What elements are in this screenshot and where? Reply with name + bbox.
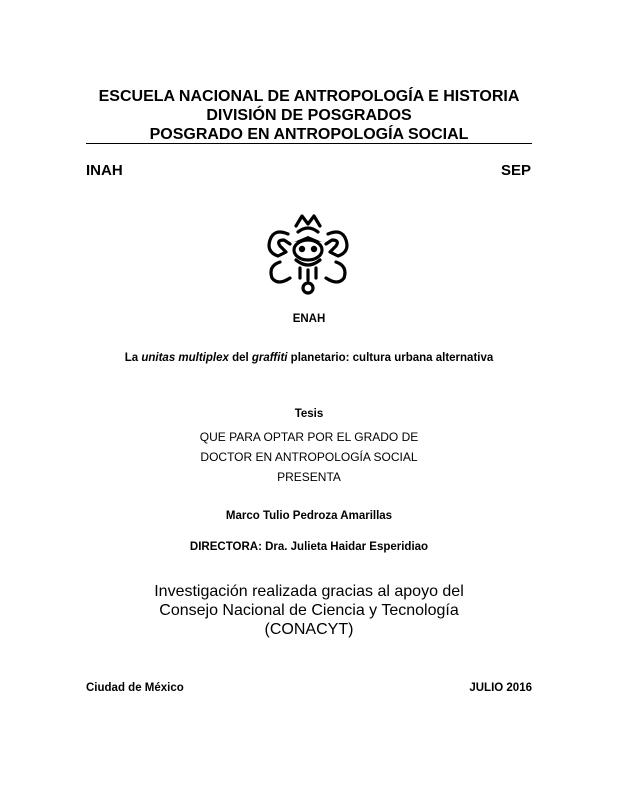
program-name: POSGRADO EN ANTROPOLOGÍA SOCIAL (149, 126, 469, 143)
title-emphasis: unitas multiplex (141, 352, 229, 364)
sep-label: SEP (500, 162, 531, 179)
thesis-presents-line: PRESENTA (277, 470, 341, 484)
title-emphasis: graffiti (251, 352, 288, 364)
inah-label: INAH (86, 162, 123, 179)
division-name: DIVISIÓN DE POSGRADOS (206, 107, 412, 124)
title-part: La (124, 352, 142, 364)
thesis-degree-line: DOCTOR EN ANTROPOLOGÍA SOCIAL (200, 450, 418, 464)
institution-name: ESCUELA NACIONAL DE ANTROPOLOGÍA E HISTORIA (98, 88, 520, 105)
enah-glyph-logo-icon (258, 212, 358, 296)
author-name: Marco Tulio Pedroza Amarillas (225, 510, 393, 522)
header-divider (86, 143, 532, 144)
director-name: DIRECTORA: Dra. Julieta Haidar Esperidiao (189, 541, 429, 553)
logo-caption: ENAH (292, 313, 326, 325)
thesis-purpose-line: QUE PARA OPTAR POR EL GRADO DE (199, 430, 419, 444)
footer-date: JULIO 2016 (469, 682, 532, 694)
title-part: del (228, 352, 252, 364)
funding-line-2: Consejo Nacional de Ciencia y Tecnología (159, 602, 459, 619)
title-part: planetario: cultura urbana alternativa (287, 352, 494, 364)
footer-place: Ciudad de México (86, 682, 184, 694)
funding-line-1: Investigación realizada gracias al apoyo del (154, 583, 464, 600)
funding-line-3: (CONACYT) (264, 621, 354, 638)
thesis-title (0, 352, 618, 364)
thesis-heading: Tesis (294, 408, 324, 420)
